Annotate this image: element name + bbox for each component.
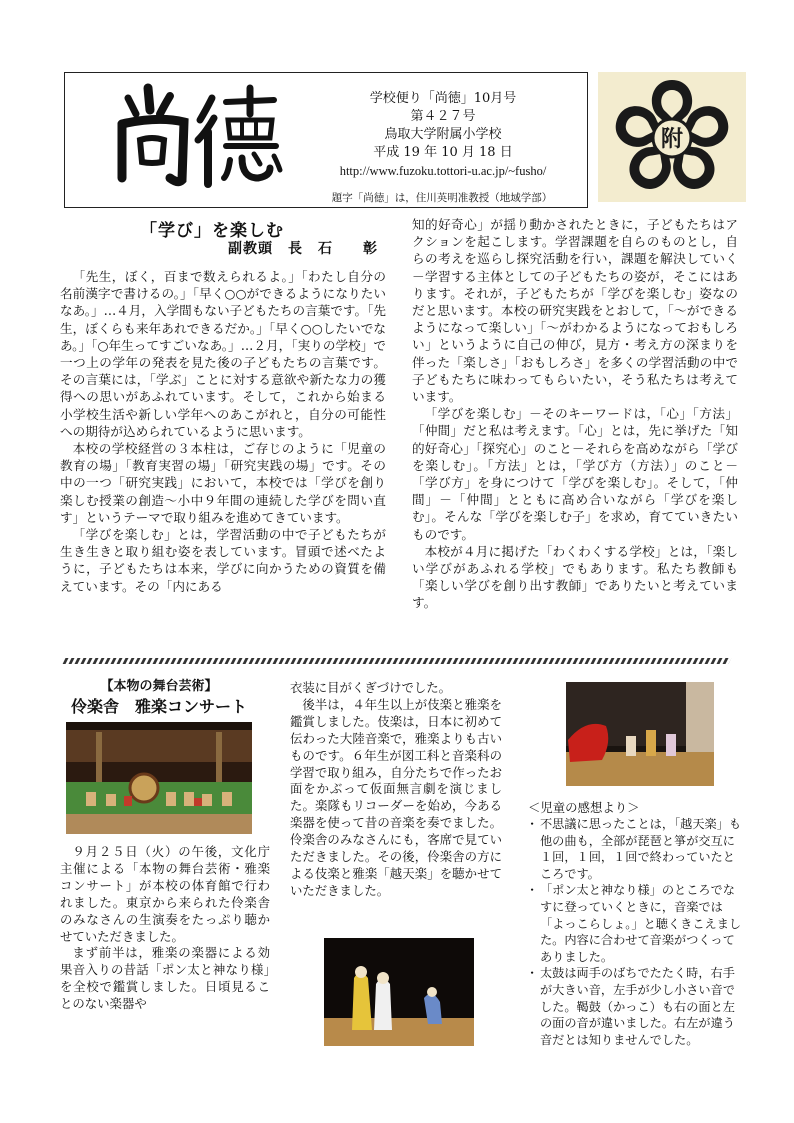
article-paragraph: 知的好奇心」が揺り動かされたときに，子どもたちはアクションを起こします。学習課題を自らのものとし，自らの考えを巡らし探究活動を行い，課題を解決していく－学習する主体としての子どもたちの姿が，そこにはあります。それが，子どもたちが「学びを楽しむ」姿なのだと思います。本校の研究実践をとおして，「～ができるようになって楽しい」「～がわかるようになっておもしろい」というように自己の伸び，見方・考え方の深まりを伴った「楽しさ」「おもしろさ」を多くの学習活動の中で子どもたちに味わってもらいたい，そう私たちは考えています。: [412, 217, 738, 405]
impression-item: ・ 不思議に思ったことは，「越天楽」も他の曲も，全部が琵琶と箏が交互に１回，１回，１回で終わっていたところです。: [528, 816, 744, 882]
article-column-right: [412, 216, 738, 612]
mask-drama-photo: [324, 938, 474, 1046]
concert-paragraph: 衣装に目がくぎづけでした。: [290, 680, 452, 695]
emblem-text: 附: [660, 126, 684, 152]
article-paragraph: 「学びを楽しむ」とは，学習活動の中で子どもたちが生き生きと取り組む姿を表しています。冒頭で述べたように，子どもたちは本来，学びに向かうための資質を備えています。その「内にある: [60, 527, 386, 594]
article-author: 副教頭 長 石 彰: [228, 241, 378, 257]
section-divider: [63, 658, 732, 664]
article-column-left: [60, 268, 386, 595]
concert-column-middle: [290, 680, 502, 900]
impression-item: ・ 「ポン太と神なり様」のところでなすに登っていくときに，音楽では「よっこらしょ。」と聴くきこえました。内容に合わせて音楽がつくってありました。: [528, 882, 744, 965]
article-paragraph: 「学びを楽しむ」－そのキーワードは，「心」「方法」「仲間」だと私は考えます。「心」とは，先に挙げた「知的好奇心」「探究心」のこと－それらを高めながら「学びを楽しむ」。「方法」とは，「学び方（方法）」のこと－「学び方」を身につけて「学びを楽しむ」。そして，「仲間」－「仲間」とともに高め合いながら「学びを楽しむ」。そんな「学びを楽しむ子」を求め，育てていきたいものです。: [412, 406, 738, 542]
gagaku-ensemble-photo: [66, 722, 252, 834]
article-paragraph: 本校が４月に掲げた「わくわくする学校」とは，「楽しい学びがあふれる学校」でもあります。私たち教師も「楽しい学びを創り出す教師」でありたいと考えています。: [412, 543, 738, 611]
impressions-heading: ＜児童の感想より＞: [528, 800, 640, 815]
school-url[interactable]: http://www.fuzoku.tottori-u.ac.jp/~fusho/: [339, 164, 547, 178]
article-title: 「学び」を楽しむ: [140, 221, 284, 241]
publish-date: 平成 19 年 10 月 18 日: [373, 145, 513, 160]
article-paragraph: 「先生，ぼく，百まで数えられるよ。」「わたし自分の名前漢字で書けるの。」「早く○○ができるようになりたいなあ。」…４月，入学間もない子どもたちの言葉です。「先生，ぼくらも来年あれできるだか。」「早く○○したいでなあ。」「○年生ってすごいなあ。」…２月，「実りの学校」で一つ上の学年の発表を見た後の子どもたちの言葉です。その言葉には，「学ぶ」ことに対する意欲や新たな力の獲得への思いがあふれています。そして，これから始まる小学校生活や新しい学年へのあこがれと，自分の可能性への期待が込められているように思います。: [60, 269, 386, 439]
concert-paragraph: まず前半は，雅楽の楽器による効果音入りの昔話「ポン太と神なり様」を全校で鑑賞しました。日頃見ることのない楽器や: [60, 945, 270, 1012]
article-paragraph: 本校の学校経営の３本柱は，ご存じのように「児童の教育の場」「教育実習の場」「研究実践の場」です。その中の一つ「研究実践」において，本校では「学びを創り楽しむ授業の創造～小中９年間の連続した学びを問い直す」というテーマで取り組みを進めてきています。: [60, 441, 386, 525]
issue-number: 第４２７号: [410, 109, 476, 124]
concert-paragraph: 後半は，４年生以上が伎楽と雅楽を鑑賞しました。伎楽は，日本に初めて伝わった大陸音楽で，雅楽よりも古いものです。６年生が図工科と音楽科の学習で取り組み，自分たちで作ったお面をかぶって仮面無言劇を演じました。楽隊もリコーダーを始め，今ある楽器を使って昔の音楽を奏でました。伶楽舎のみなさんにも，客席で見ていただきました。その後，伶楽舎の方による伎楽と雅楽「越天楽」を聴かせていただきました。: [290, 696, 502, 898]
concert-title: 伶楽舎 雅楽コンサート: [70, 697, 247, 716]
concert-heading: [66, 678, 252, 718]
masthead-calligraphy-logo: [108, 80, 288, 190]
school-name: 鳥取大学附属小学校: [384, 127, 502, 142]
concert-paragraph: ９月２５日（火）の午後，文化庁主催による「本物の舞台芸術・雅楽コンサート」が本校の体育館で行われました。東京から来られた伶楽舎のみなさんの生演奏をたっぷり聴かせていただきました。: [60, 844, 270, 944]
impressions-list: [528, 816, 744, 1048]
impression-item: ・ 太鼓は両手のばちでたたく時，右手が大きい音，左手が少し小さい音でした。鞨鼓（かっこ）も右の面と左の面の音が違いました。右左が違う音だとは知りませんでした。: [528, 965, 744, 1048]
concert-tag: 【本物の舞台芸術】: [100, 679, 218, 694]
gigaku-performance-photo: [566, 682, 714, 786]
calligraphy-credit: 題字「尚徳」は，住川英明准教授（地域学部）: [331, 192, 553, 204]
newsletter-name: 学校便り「尚徳」10月号: [369, 91, 517, 106]
school-emblem: [598, 72, 746, 202]
newsletter-info: [308, 90, 578, 180]
concert-column-left: [60, 844, 270, 1013]
